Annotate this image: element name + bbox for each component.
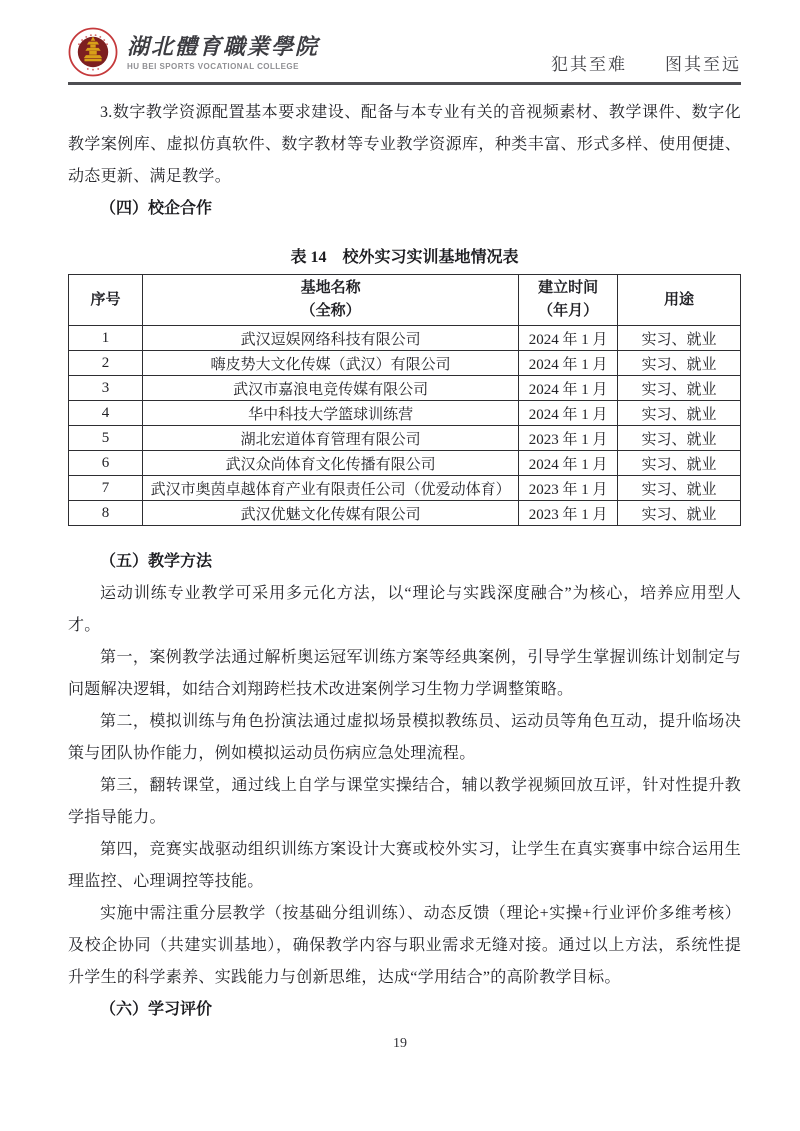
table-header-row <box>69 275 741 326</box>
cell-date: 2024 年 1 月 <box>519 326 618 351</box>
column-header-date <box>519 275 618 326</box>
cell-name: 武汉优魅文化传媒有限公司 <box>142 501 518 526</box>
column-header-text: 用途 <box>664 291 695 308</box>
table-header <box>69 275 741 326</box>
heading-learning-evaluation: （六）学习评价 <box>100 1001 213 1018</box>
page-number: 19 <box>393 1036 407 1051</box>
heading-teaching-methods: （五）教学方法 <box>100 553 213 570</box>
column-header-text: （年月） <box>538 303 599 319</box>
cell-no: 6 <box>69 451 143 476</box>
cell-date: 2024 年 1 月 <box>519 376 618 401</box>
table-row <box>69 376 741 401</box>
cell-date: 2024 年 1 月 <box>519 401 618 426</box>
paragraph-method-3: 第三，翻转课堂，通过线上自学与课堂实操结合，辅以教学视频回放互评，针对性提升教学指导能力。 <box>68 777 741 826</box>
table-row <box>69 326 741 351</box>
paragraph-methods-intro: 运动训练专业教学可采用多元化方法，以“理论与实践深度融合”为核心，培养应用型人才。 <box>68 585 741 634</box>
cell-use: 实习、就业 <box>618 326 741 351</box>
paragraph-method-2: 第二，模拟训练与角色扮演法通过虚拟场景模拟教练员、运动员等角色互动，提升临场决策与团队协作能力，例如模拟运动员伤病应急处理流程。 <box>68 713 741 762</box>
cell-no: 2 <box>69 351 143 376</box>
cell-date: 2024 年 1 月 <box>519 351 618 376</box>
cell-use: 实习、就业 <box>618 376 741 401</box>
cell-no: 3 <box>69 376 143 401</box>
cell-use: 实习、就业 <box>618 451 741 476</box>
page-header <box>0 0 800 82</box>
cell-no: 4 <box>69 401 143 426</box>
column-header-text: 建立时间 <box>538 280 599 296</box>
column-header-text: 基地名称 <box>300 280 361 296</box>
column-header-text: （全称） <box>300 303 361 319</box>
cell-name: 武汉市奥茵卓越体育产业有限责任公司（优爱动体育） <box>142 476 518 501</box>
practice-base-table <box>68 274 741 526</box>
page-content <box>0 85 800 1026</box>
cell-use: 实习、就业 <box>618 401 741 426</box>
cell-no: 1 <box>69 326 143 351</box>
table-row <box>69 501 741 526</box>
cell-use: 实习、就业 <box>618 351 741 376</box>
cell-use: 实习、就业 <box>618 426 741 451</box>
table-row <box>69 476 741 501</box>
paragraph-method-4: 第四，竞赛实战驱动组织训练方案设计大赛或校外实习，让学生在真实赛事中综合运用生理监控、心理调控等技能。 <box>68 841 741 890</box>
column-header-use <box>618 275 741 326</box>
column-header-no <box>69 275 143 326</box>
cell-no: 5 <box>69 426 143 451</box>
table-title: 表 14 校外实习实训基地情况表 <box>290 249 519 266</box>
cell-name: 嗨皮势大文化传媒（武汉）有限公司 <box>142 351 518 376</box>
college-brand <box>68 27 319 77</box>
paragraph-digital-resources: 3.数字教学资源配置基本要求建设、配备与本专业有关的音视频素材、教学课件、数字化教学案例库、虚拟仿真软件、数字教材等专业教学资源库，种类丰富、形式多样、使用便捷、动态更新、满足教学。 <box>68 104 741 185</box>
table-row <box>69 451 741 476</box>
cell-name: 武汉逗娱网络科技有限公司 <box>142 326 518 351</box>
column-header-name <box>142 275 518 326</box>
college-seal-icon <box>68 27 118 77</box>
cell-name: 武汉市嘉浪电竞传媒有限公司 <box>142 376 518 401</box>
cell-name: 湖北宏道体育管理有限公司 <box>142 426 518 451</box>
table-row <box>69 426 741 451</box>
cell-use: 实习、就业 <box>618 476 741 501</box>
cell-name: 华中科技大学篮球训练营 <box>142 401 518 426</box>
paragraph-implementation: 实施中需注重分层教学（按基础分组训练）、动态反馈（理论+实操+行业评价多维考核）及校企协同（共建实训基地），确保教学内容与职业需求无缝对接。通过以上方法，系统性提升学生的科学素养、实践能力与创新思维，达成“学用结合”的高阶教学目标。 <box>68 905 741 986</box>
table-row <box>69 401 741 426</box>
college-name-block <box>127 34 319 71</box>
cell-name: 武汉众尚体育文化传播有限公司 <box>142 451 518 476</box>
college-name-zh: 湖北體育職業學院 <box>127 33 320 59</box>
college-name-en: HU BEI SPORTS VOCATIONAL COLLEGE <box>127 61 299 71</box>
heading-school-enterprise-cooperation: （四）校企合作 <box>100 200 213 217</box>
paragraph-method-1: 第一，案例教学法通过解析奥运冠军训练方案等经典案例，引导学生掌握训练计划制定与问题解决逻辑，如结合刘翔跨栏技术改进案例学习生物力学调整策略。 <box>68 649 741 698</box>
cell-no: 7 <box>69 476 143 501</box>
table-body <box>69 326 741 526</box>
cell-date: 2023 年 1 月 <box>519 476 618 501</box>
cell-no: 8 <box>69 501 143 526</box>
column-header-text: 序号 <box>90 291 121 308</box>
cell-use: 实习、就业 <box>618 501 741 526</box>
cell-date: 2023 年 1 月 <box>519 501 618 526</box>
cell-date: 2024 年 1 月 <box>519 451 618 476</box>
table-row <box>69 351 741 376</box>
cell-date: 2023 年 1 月 <box>519 426 618 451</box>
college-motto: 犯其至难 图其至远 <box>551 55 741 74</box>
